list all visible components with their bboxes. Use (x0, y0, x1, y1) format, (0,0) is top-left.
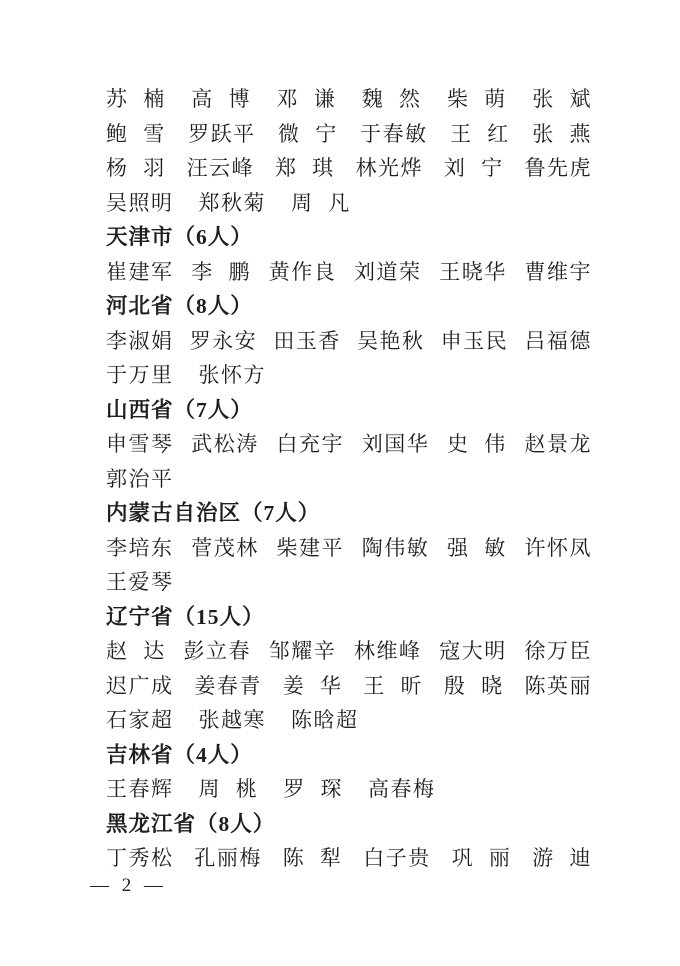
person-name: 赵 达 (106, 639, 166, 663)
person-name: 陈晗超 (291, 708, 359, 732)
person-name: 黄作良 (268, 259, 337, 284)
page-number: — 2 — (90, 875, 167, 896)
person-name: 刘道荣 (354, 259, 422, 284)
person-name: 鲍 雪 (106, 121, 166, 146)
person-name: 石家超 (106, 708, 174, 732)
person-name: 罗永安 (189, 328, 258, 353)
person-name: 史 伟 (447, 432, 507, 456)
person-name: 林维峰 (354, 639, 422, 663)
person-name: 张 斌 (532, 87, 592, 111)
person-name: 王春辉 (106, 777, 174, 801)
person-name: 崔建军 (106, 259, 174, 284)
name-row (106, 255, 592, 290)
person-name: 曹维宇 (524, 259, 592, 284)
person-name: 郭治平 (106, 466, 174, 491)
person-name: 于万里 (106, 363, 174, 387)
person-name: 郑 琪 (274, 156, 335, 180)
province-header: 吉林省（4人） (106, 742, 253, 767)
name-row (106, 117, 592, 152)
person-name: 邓 谦 (276, 87, 337, 111)
person-name: 姜 华 (282, 673, 343, 698)
person-name: 王 红 (450, 121, 510, 146)
person-name: 李 鹏 (191, 259, 251, 284)
name-row (106, 634, 592, 669)
name-row (106, 565, 592, 600)
person-name: 巩 丽 (451, 846, 512, 870)
name-row (106, 324, 592, 359)
person-name: 陈英丽 (524, 673, 592, 698)
person-name: 刘国华 (361, 432, 430, 456)
person-name: 罗跃平 (188, 121, 256, 146)
name-row (106, 427, 592, 462)
person-name: 李培东 (106, 535, 174, 560)
person-name: 殷 晓 (443, 673, 504, 698)
person-name: 彭立春 (183, 639, 251, 663)
province-header: 黑龙江省（8人） (106, 811, 276, 836)
person-name: 高春梅 (368, 777, 436, 801)
person-name: 高 博 (191, 87, 251, 111)
name-row (106, 531, 592, 566)
person-name: 刘 宁 (443, 156, 504, 180)
name-list (106, 82, 592, 876)
person-name: 白充宇 (276, 432, 344, 456)
person-name: 汪云峰 (186, 156, 255, 180)
person-name: 陈 犁 (282, 846, 343, 870)
person-name: 张 燕 (532, 121, 592, 146)
person-name: 陶伟敏 (361, 535, 430, 560)
person-name: 吴照明 (106, 190, 174, 215)
person-name: 张怀方 (198, 363, 266, 387)
person-name: 游 迪 (532, 846, 592, 870)
person-name: 魏 然 (361, 87, 422, 111)
person-name: 鲁先虎 (524, 156, 592, 180)
person-name: 寇大明 (439, 639, 507, 663)
person-name: 王爱琴 (106, 570, 174, 594)
person-name: 武松涛 (191, 432, 259, 456)
name-row (106, 151, 592, 186)
person-name: 田玉香 (273, 328, 341, 353)
person-name: 罗 琛 (283, 777, 343, 801)
person-name: 李淑娟 (106, 328, 174, 353)
province-header: 天津市（6人） (106, 225, 253, 249)
person-name: 微 宁 (278, 121, 338, 146)
name-row (106, 669, 592, 704)
person-name: 迟广成 (106, 673, 174, 698)
person-name: 周 桃 (198, 777, 259, 801)
person-name: 丁秀松 (106, 846, 174, 870)
person-name: 张越寒 (198, 708, 266, 732)
name-row (106, 358, 592, 393)
person-name: 强 敏 (447, 535, 507, 560)
person-name: 许怀凤 (524, 535, 592, 560)
person-name: 姜春青 (194, 673, 262, 698)
person-name: 杨 羽 (106, 156, 166, 180)
name-row (106, 462, 592, 497)
province-header: 河北省（8人） (106, 294, 253, 318)
person-name: 菅茂林 (191, 535, 259, 560)
province-header: 山西省（7人） (106, 397, 253, 422)
person-name: 徐万臣 (524, 639, 592, 663)
province-header: 辽宁省（15人） (106, 604, 265, 629)
person-name: 白子贵 (363, 846, 431, 870)
name-row (106, 841, 592, 876)
person-name: 王晓华 (439, 259, 507, 284)
person-name: 于春敏 (360, 121, 428, 146)
name-row (106, 186, 592, 221)
province-header: 内蒙古自治区（7人） (106, 501, 321, 525)
person-name: 林光烨 (355, 156, 424, 180)
person-name: 赵景龙 (524, 432, 592, 456)
name-row (106, 772, 592, 807)
person-name: 吴艳秋 (357, 328, 425, 353)
person-name: 孔丽梅 (194, 846, 262, 870)
person-name: 柴 萌 (447, 87, 507, 111)
person-name: 吕福德 (524, 328, 592, 353)
person-name: 邹耀辛 (268, 639, 337, 663)
person-name: 苏 楠 (106, 87, 166, 111)
name-row (106, 82, 592, 117)
person-name: 申玉民 (440, 328, 509, 353)
person-name: 王 昕 (363, 673, 424, 698)
person-name: 柴建平 (276, 535, 344, 560)
name-row (106, 703, 592, 738)
person-name: 周 凡 (291, 190, 351, 215)
person-name: 郑秋菊 (198, 190, 266, 215)
person-name: 申雪琴 (106, 432, 174, 456)
